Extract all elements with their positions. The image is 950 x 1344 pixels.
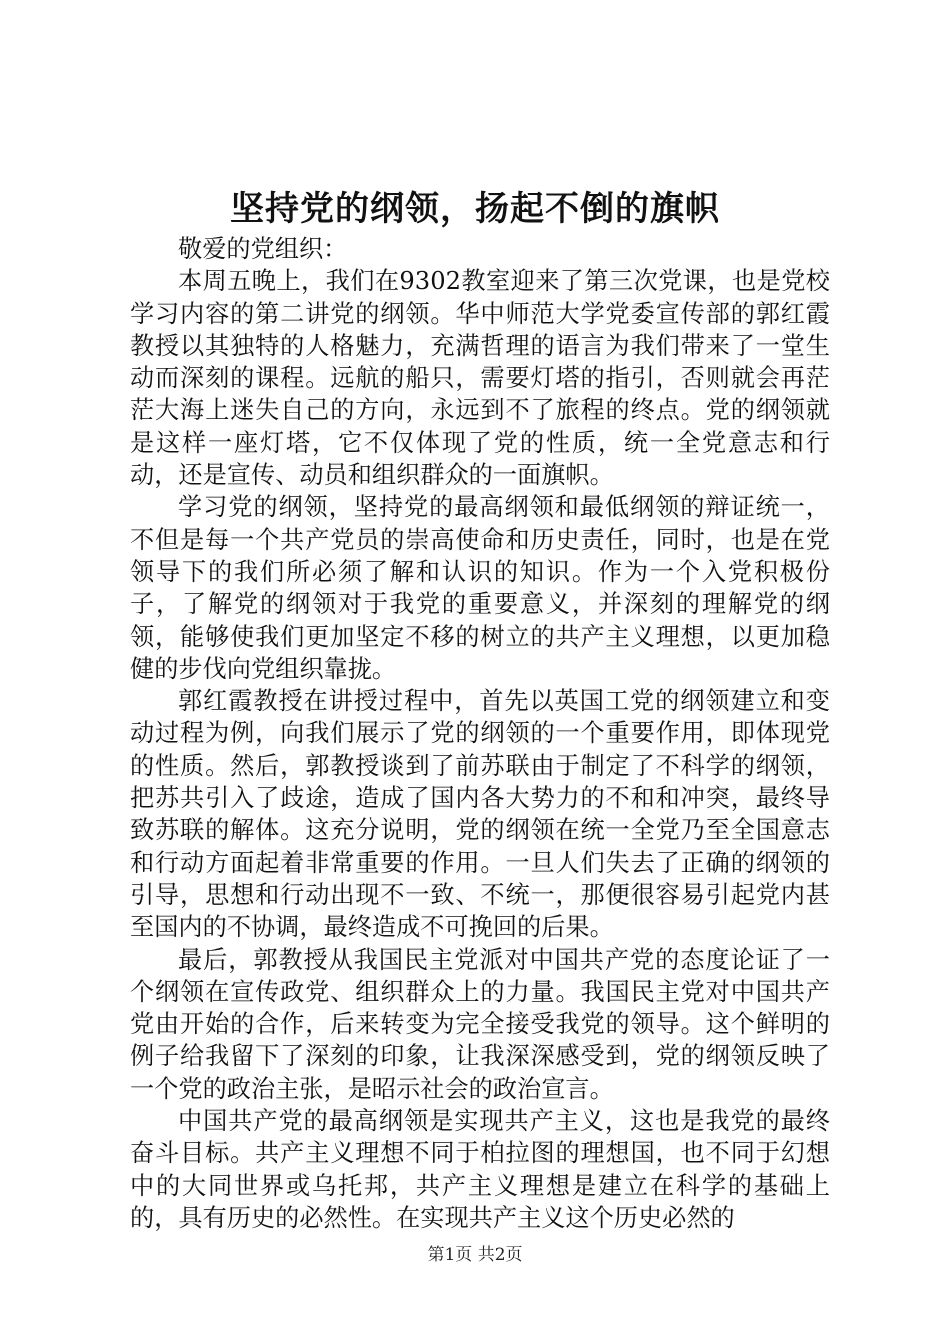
salutation: 敬爱的党组织： [178, 235, 348, 263]
paragraph-2: 学习党的纲领，坚持党的最高纲领和最低纲领的辩证统一，不但是每一个共产党员的崇高使命和历史责任，同时，也是在党领导下的我们所必须了解和认识的知识。作为一个入党积极份子，了解党的纲领对于我党的重要意义，并深刻的理解党的纲领，能够使我们更加坚定不移的树立的共产主义理想，以更加稳健的步伐向党组织靠拢。 [130, 493, 830, 683]
paragraph-3: 郭红霞教授在讲授过程中，首先以英国工党的纲领建立和变动过程为例，向我们展示了党的纲领的一个重要作用，即体现党的性质。然后，郭教授谈到了前苏联由于制定了不科学的纲领，把苏共引入了歧途，造成了国内各大势力的不和和冲突，最终导致苏联的解体。这充分说明，党的纲领在统一全党乃至全国意志和行动方面起着非常重要的作用。一旦人们失去了正确的纲领的引导，思想和行动出现不一致、不统一，那便很容易引起党内甚至国内的不协调，最终造成不可挽回的后果。 [130, 687, 830, 942]
document-body [130, 233, 830, 1234]
paragraph-1: 本周五晚上，我们在9302教室迎来了第三次党课，也是党校学习内容的第二讲党的纲领。华中师范大学党委宣传部的郭红霞教授以其独特的人格魅力，充满哲理的语言为我们带来了一堂生动而深刻的课程。远航的船只，需要灯塔的指引，否则就会再茫茫大海上迷失自己的方向，永远到不了旅程的终点。党的纲领就是这样一座灯塔，它不仅体现了党的性质，统一全党意志和行动，还是宣传、动员和组织群众的一面旗帜。 [130, 267, 830, 490]
document-title: 坚持党的纲领，扬起不倒的旗帜 [230, 189, 720, 229]
page-number-footer: 第1页 共2页 [427, 1245, 523, 1265]
paragraph-4: 最后，郭教授从我国民主党派对中国共产党的态度论证了一个纲领在宣传政党、组织群众上的力量。我国民主党对中国共产党由开始的合作，后来转变为完全接受我党的领导。这个鲜明的例子给我留下了深刻的印象，让我深深感受到，党的纲领反映了一个党的政治主张，是昭示社会的政治宣言。 [130, 945, 830, 1103]
paragraph-5: 中国共产党的最高纲领是实现共产主义，这也是我党的最终奋斗目标。共产主义理想不同于柏拉图的理想国，也不同于幻想中的大同世界或乌托邦，共产主义理想是建立在科学的基础上的，具有历史的必然性。在实现共产主义这个历史必然的 [130, 1107, 830, 1232]
